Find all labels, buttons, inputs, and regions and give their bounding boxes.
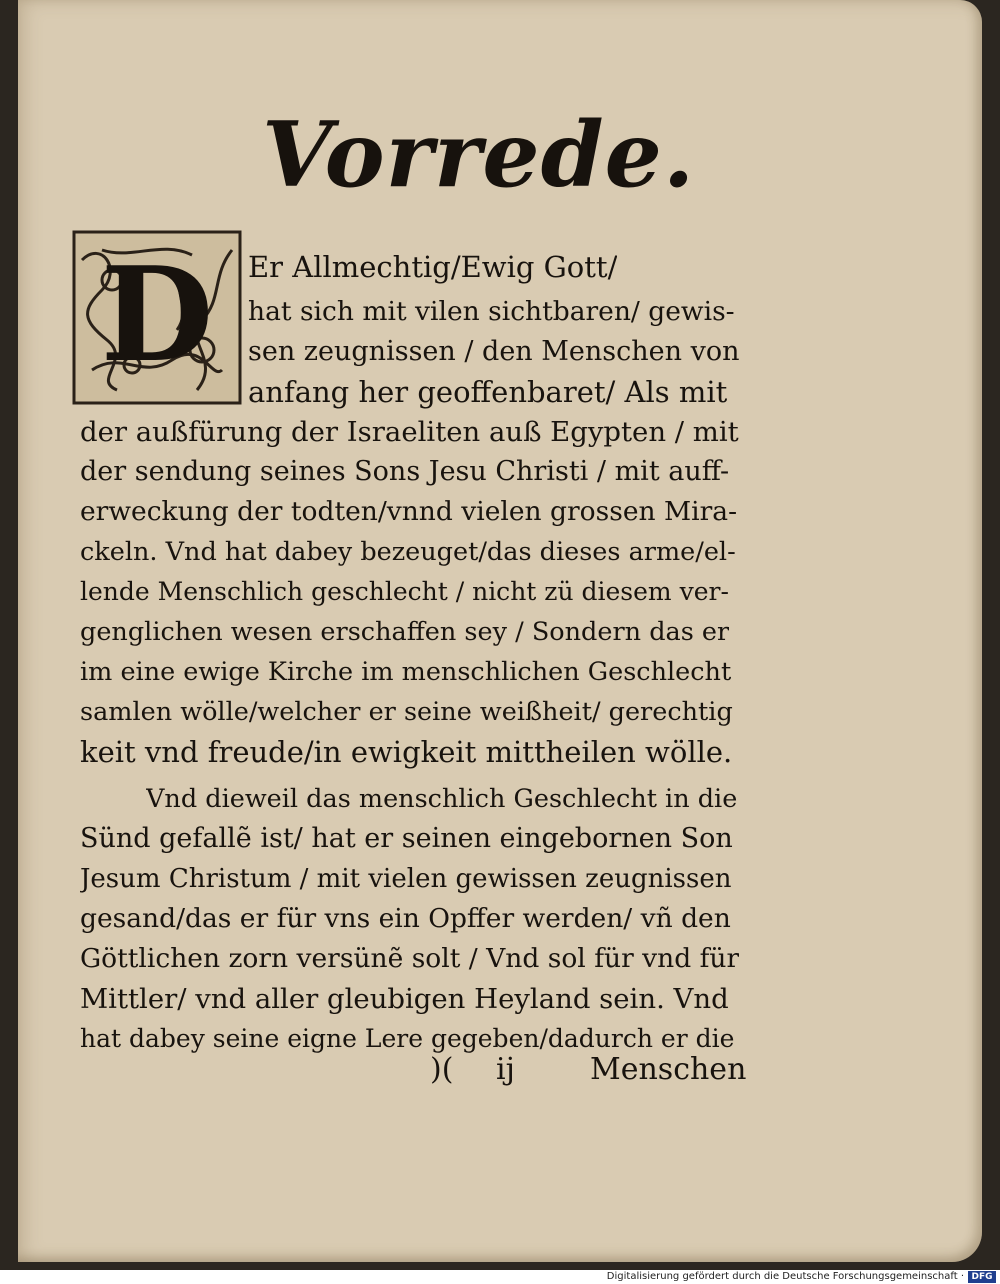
text-line: Er Allmechtig/Ewig Gott/ (248, 250, 618, 284)
dfg-logo: DFG (968, 1271, 996, 1283)
text-line: erweckung der todten/vnnd vielen grossen Mira- (80, 496, 738, 527)
text-line: samlen wölle/welcher er seine weißheit/ gerechtig (80, 697, 733, 727)
initial-glyph: D (100, 238, 214, 391)
page-title: Vorrede. (262, 102, 696, 208)
ornament-icon (72, 230, 242, 405)
catchword: Menschen (590, 1052, 747, 1087)
text-line: genglichen wesen erschaffen sey / Sondern das er (80, 617, 730, 647)
text-line: hat dabey seine eigne Lere gegeben/dadurch er die (80, 1024, 735, 1053)
text-line: im eine ewige Kirche im menschlichen Geschlecht (80, 657, 732, 687)
page-number: ij (496, 1052, 515, 1087)
text-line: Göttlichen zorn versünẽ solt / Vnd sol für vnd für (80, 943, 740, 974)
signature-mark: )( (430, 1052, 454, 1087)
text-line: keit vnd freude/in ewigkeit mittheilen wölle. (80, 735, 733, 769)
text-line: hat sich mit vilen sichtbaren/ gewis- (248, 296, 735, 327)
decorated-initial-letter (72, 230, 242, 405)
text-line: gesand/das er für vns ein Opffer werden/ vñ den (80, 903, 731, 934)
text-line: ckeln. Vnd hat dabey bezeuget/das dieses arme/el- (80, 537, 736, 567)
text-line: lende Menschlich geschlecht / nicht zü diesem ver- (80, 577, 729, 606)
text-line: Mittler/ vnd aller gleubigen Heyland sein. Vnd (80, 983, 729, 1015)
text-line: Jesum Christum / mit vielen gewissen zeugnissen (80, 864, 732, 894)
text-line: der außfürung der Israeliten auß Egypten / mit (80, 416, 739, 448)
text-line: anfang her geoffenbaret/ Als mit (248, 375, 728, 409)
credit-text: Digitalisierung gefördert durch die Deutsche Forschungsgemeinschaft · (606, 1271, 964, 1282)
text-line: sen zeugnissen / den Menschen von (248, 336, 740, 367)
text-line: Sünd gefallẽ ist/ hat er seinen eingebornen Son (80, 823, 733, 854)
text-line: der sendung seines Sons Jesu Christi / mit auff- (80, 456, 730, 487)
text-line: Vnd dieweil das menschlich Geschlecht in die (146, 784, 738, 814)
